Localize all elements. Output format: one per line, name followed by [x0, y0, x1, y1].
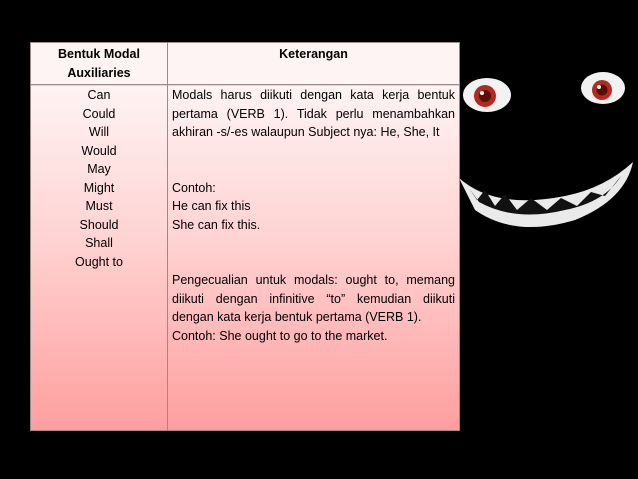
spacer [172, 160, 455, 179]
example-label: Contoh: [172, 180, 216, 195]
table-row [31, 85, 460, 431]
modal-list-cell [31, 85, 168, 431]
spacer [172, 142, 455, 161]
modal-item: Can [87, 88, 111, 102]
rule-text: Modals harus diikuti dengan kata kerja bentuk pertama (VERB 1). Tidak perlu menambahkan akhiran -s/-es walaupun Subject nya: He, She, It [172, 88, 455, 139]
modal-item: Ought to [75, 254, 123, 269]
explanation-cell [168, 85, 460, 431]
header-keterangan: Keterangan [168, 43, 460, 85]
spacer [172, 253, 455, 272]
modal-item: Must [85, 199, 113, 213]
left-eye-icon [463, 78, 511, 112]
example-sentence-1: He can fix this [172, 199, 251, 213]
modal-item: Could [82, 106, 116, 121]
spacer [172, 234, 455, 253]
right-eye-icon [581, 72, 625, 104]
exception-example: Contoh: She ought to go to the market. [172, 328, 388, 343]
modal-item: Will [88, 125, 110, 139]
header-bentuk-modal: Bentuk Modal Auxiliaries [31, 43, 168, 85]
modal-item: Would [81, 143, 117, 158]
modal-auxiliaries-table [30, 42, 460, 431]
modal-item: Might [83, 180, 115, 195]
grinning-face-illustration [455, 50, 638, 250]
modal-item: Shall [85, 236, 113, 250]
table-header-row [31, 43, 460, 85]
modal-item: May [87, 162, 111, 176]
grin-mouth-icon [459, 162, 633, 227]
example-sentence-2: She can fix this. [172, 217, 261, 232]
exception-text: Pengecualian untuk modals: ought to, memang diikuti dengan infinitive “to” kemudian diikuti dengan kata kerja bentuk pertama (VERB 1). [172, 273, 455, 324]
modal-item: Should [79, 217, 119, 232]
